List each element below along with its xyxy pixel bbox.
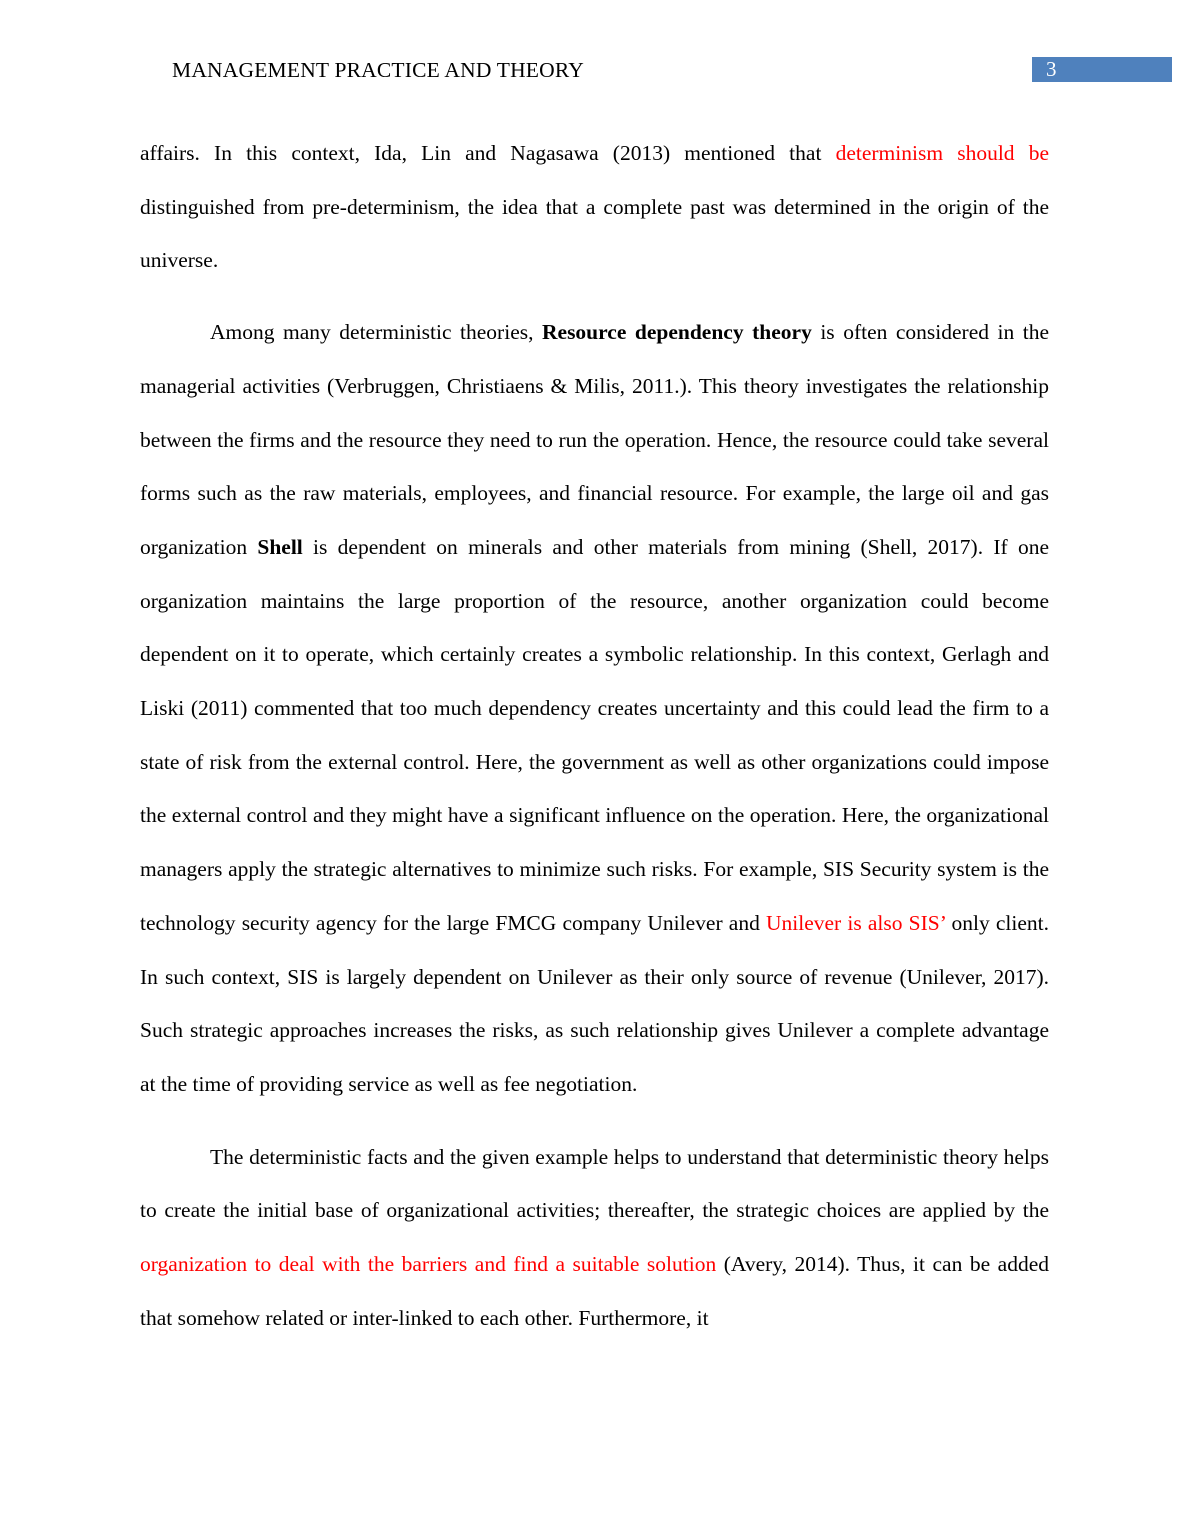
- text-segment: is dependent on minerals and other materials from mining (Shell, 2017). If one organization maintains the large proportion of the resource, another organization could become dependent on it to operate, which certainly creates a symbolic relationship. In this context, Gerlagh and Liski (2011) commented that too much dependency creates uncertainty and this could lead the firm to a state of risk from the external control. Here, the government as well as other organizations could impose the external control and they might have a significant influence on the operation. Here, the organizational managers apply the strategic alternatives to minimize such risks. For example, SIS Security system is the technology security agency for the large FMCG company Unilever and: [140, 534, 1049, 935]
- text-segment: Among many deterministic theories,: [210, 320, 542, 345]
- text-segment: affairs. In this context, Ida, Lin and Nagasawa (2013) mentioned that: [140, 141, 836, 165]
- running-head-title: MANAGEMENT PRACTICE AND THEORY: [172, 58, 584, 82]
- text-segment: only client. In such context, SIS is largely dependent on Unilever as their only source of revenue (Unilever, 2017). Such strategic approaches increases the risks, as such relationship gives Unilever a complete advantage at the time of providing service as well as fee negotiation.: [140, 910, 1049, 1096]
- highlighted-text: organization to deal with the barriers and find a suitable solution: [140, 1252, 717, 1277]
- page-header: [0, 56, 1190, 84]
- text-segment: (Avery, 2014). Thus, it can be added that somehow related or inter-linked to each other. Furthermore, it: [140, 1252, 1049, 1330]
- page-number-badge: 3: [1032, 57, 1172, 82]
- bold-term: Resource dependency theory: [542, 320, 812, 345]
- text-segment: distinguished from pre-determinism, the idea that a complete past was determined in the origin of the universe.: [140, 194, 1049, 273]
- text-segment: is often considered in the managerial activities (Verbruggen, Christiaens & Milis, 2011.). This theory investigates the relationship between the firms and the resource they need to run the operation. Hence, the resource could take several forms such as the raw materials, employees, and financial resource. For example, the large oil and gas organization: [140, 320, 1050, 559]
- paragraph-1: [140, 127, 1049, 288]
- paragraph-2: [140, 306, 1049, 1112]
- paragraph-3: [140, 1131, 1049, 1346]
- bold-term: Shell: [257, 534, 303, 559]
- highlighted-text: Unilever is also SIS’: [766, 910, 946, 935]
- text-segment: The deterministic facts and the given example helps to understand that deterministic theory helps to create the initial base of organizational activities; thereafter, the strategic choices are applied by the: [140, 1144, 1049, 1223]
- highlighted-text: determinism should be: [835, 141, 1049, 165]
- document-body: [140, 127, 1049, 1345]
